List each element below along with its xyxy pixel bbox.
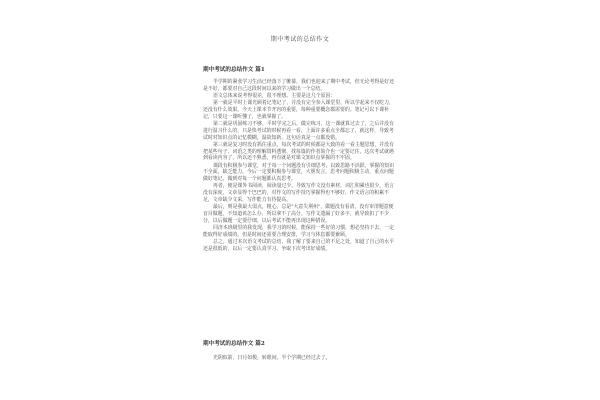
paragraph: 再者，便是课外书阅读，阅读量过少，导致写作文没有素材，词汇积累也很少，语言没有深度，文章显得干巴巴的，对作文的写作技巧掌握得也不够好，作文语言的积累不足，文章缺少文采，写作能力有待提高。: [203, 183, 394, 203]
paragraph: 半学期的紧张学习生活已经落下了帷幕，我们也迎来了期中考试，但无论考得是好还是不好，都要对自己这段时间以来的学习做出一个总结。: [203, 79, 394, 92]
paragraph: 语文总体来说考得很差，很不理想。主要是这几个原因：: [213, 93, 336, 99]
paragraph: 第二就是巩固练习不够。平时学完之后，做完练习，这一课就算过去了，之后并没有进行温习什么的，只是快考试的时候再看一看，上面许多重点全都忘了，就这样，导致考试时对知识点的记忆模糊。温故知新，这句话真是一点都没错。: [203, 121, 394, 141]
section-1-body: [203, 79, 395, 253]
paragraph: 同济本班级里的我发现，我学习的时候，能保持一些好的习惯，想必坚持下去，一定能取得好成绩的。但是时间还需要合理安排，学习与休息都要兼顾。: [203, 224, 394, 238]
section-heading-2: 期中考试的总结作文 篇2: [203, 341, 265, 347]
paragraph: 第三就是复习时没有抓住重点，每次考试的时候都是大致的看一看主题思想，并没有把某些句子、词语之类的理解资料透彻，找每篇的作者简介也一定要记住，这次考试就遇到看读内容了，所以还不熟悉，再有就是对课文知识点掌握的不牢固。: [203, 141, 394, 162]
paragraph: 第一就是平时上课光顾着记笔记了，并没有完全参入课堂里，所以学起来不仅吃力，还没有什么效果。今天上课本节开窍的重要，每种重要概念都需要的。笔记可以下课补记，只要这一课听懂了，也就掌握了。: [203, 100, 394, 120]
section-heading-1: 期中考试的总结作文 篇1: [203, 67, 265, 73]
section-2-body: [203, 355, 395, 362]
document-title: 期中考试的总结作文: [270, 36, 330, 43]
paragraph: 总之，通过本次语文考试的总结，我了解了要来自己的不足之处，知道了自己的水平还是很低的，以后一定要认真学习，争取下次考出好成绩。: [203, 238, 394, 252]
paragraph: 课段有积极参与课堂，对于每一个问题没有引细思考，以致思路不活跃，掌握的知识不全面，缺乏能力。今后一定要积极参与课堂，大胆发言，思考问题积极主动，重点问题做好笔记，做到对每一个问题都认真思考。: [203, 162, 394, 182]
paragraph: 最后，则是我最大弱点，粗心，总是"大意失荆州"，做题没有看清，没有审清题意便盲目做题，不知道该怎么办，所以拿不了高分。写作文遗漏了好多字，就导致扣了不少分，以后做题一定要仔细，以后考试不能再出现这种错误。: [203, 204, 394, 224]
paragraph: 光阴似箭，日月如梭，转眼间，半个学期已经过去了。: [213, 355, 331, 361]
